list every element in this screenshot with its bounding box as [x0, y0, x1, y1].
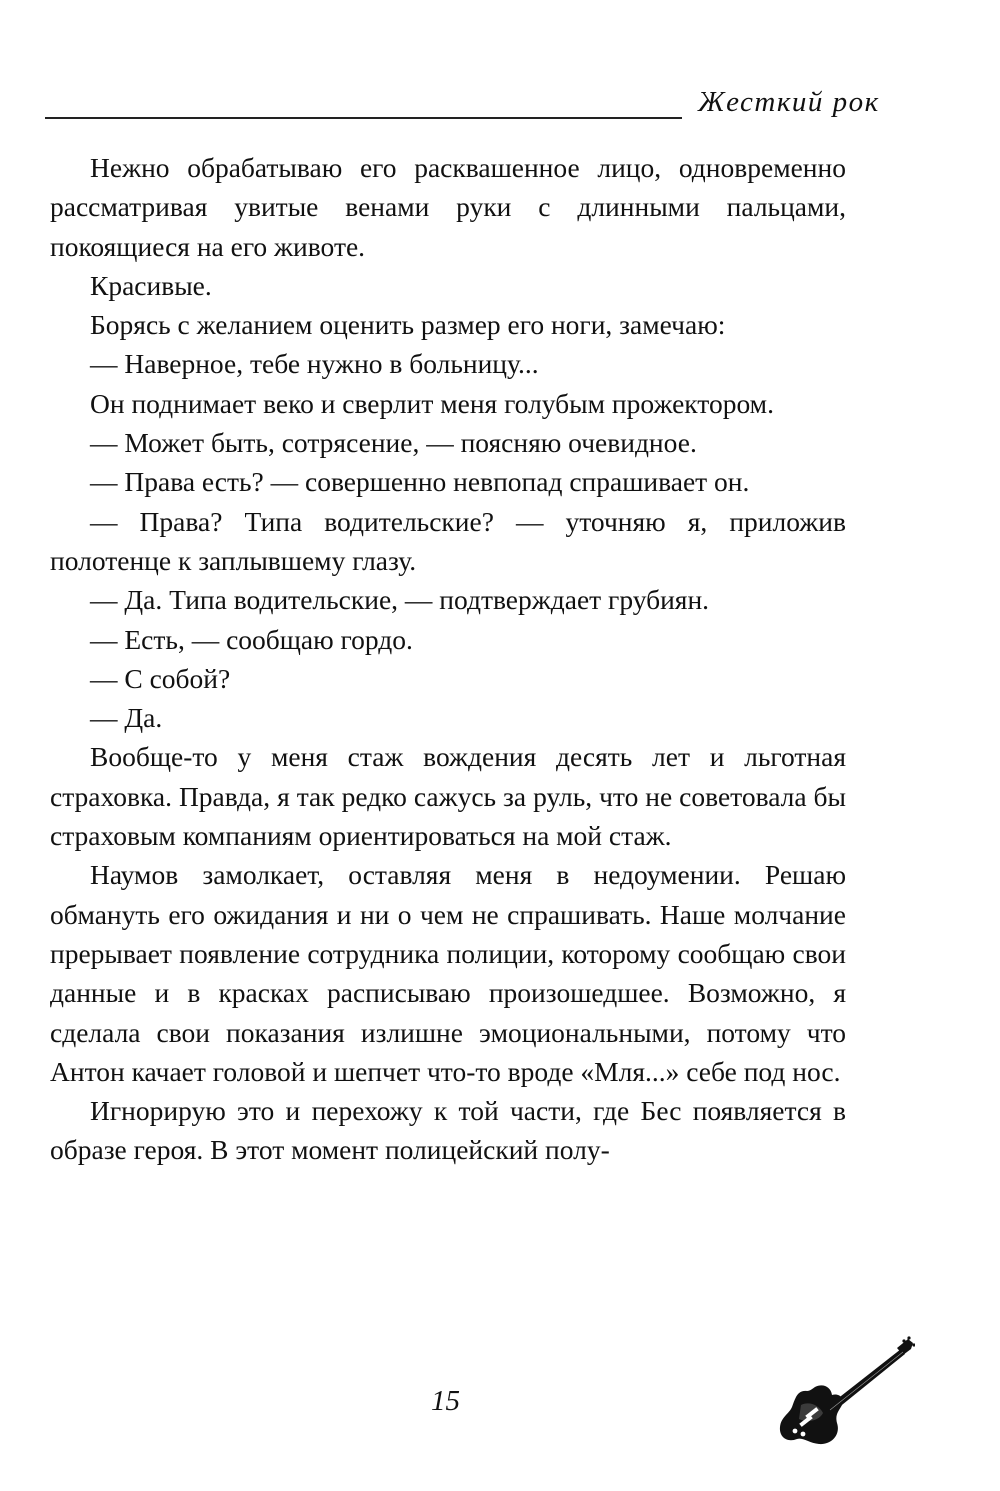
body-text — [50, 148, 846, 1170]
paragraph: — Наверное, тебе нужно в больницу... — [90, 348, 539, 380]
paragraph: Игнорирую это и перехожу к той части, где Бес появляется в образе героя. В этот момент полицейский полу- — [50, 1095, 846, 1166]
paragraph: Борясь с желанием оценить размер его ноги, замечаю: — [90, 309, 726, 341]
header-rule — [45, 117, 682, 119]
paragraph: — Права? Типа водительские? — уточняю я, приложив полотенце к заплывшему глазу. — [50, 505, 846, 576]
running-title: Жесткий рок — [698, 86, 880, 118]
page-number: 15 — [431, 1385, 460, 1417]
paragraph: Он поднимает веко и сверлит меня голубым прожектором. — [90, 387, 774, 419]
paragraph: Вообще-то у меня стаж вождения десять лет и льготная страховка. Правда, я так редко сажусь за руль, что не советовала бы страховым компаниям ориентироваться на мой стаж. — [50, 741, 846, 852]
electric-guitar-icon — [775, 1335, 915, 1450]
paragraph: — Да. — [90, 702, 163, 734]
paragraph: Наумов замолкает, оставляя меня в недоумении. Решаю обмануть его ожидания и ни о чем не спрашивать. Наше молчание прерывает появление сотрудника полиции, которому сообщаю свои данные и в красках расписываю произошедшее. Возможно, я сделала свои показания излишне эмоциональными, потому что Антон качает головой и шепчет что-то вроде «Мля...» себе под нос. — [50, 859, 846, 1087]
paragraph: — Есть, — сообщаю гордо. — [90, 623, 413, 655]
paragraph: Нежно обрабатываю его расквашенное лицо, одновременно рассматривая увитые венами руки с длинными пальцами, покоящиеся на его животе. — [50, 152, 846, 262]
paragraph: — С собой? — [90, 662, 231, 694]
paragraph: — Права есть? — совершенно невпопад спрашивает он. — [90, 466, 750, 498]
paragraph: — Может быть, сотрясение, — поясняю очевидное. — [90, 427, 697, 459]
paragraph: — Да. Типа водительские, — подтверждает грубиян. — [90, 584, 710, 616]
paragraph: Красивые. — [90, 269, 212, 301]
